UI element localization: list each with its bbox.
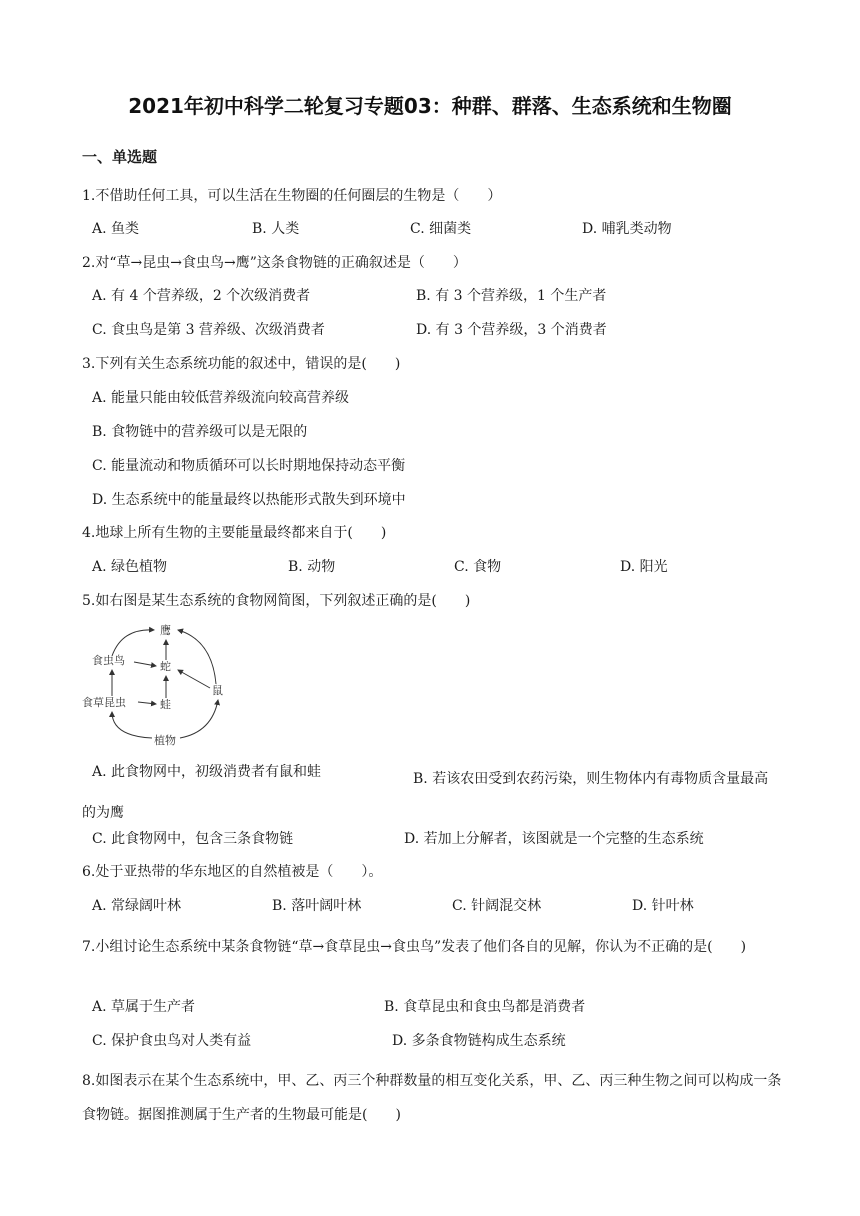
q2-option-c: C. 食虫鸟是第 3 营养级、次级消费者 [92,322,325,338]
arrow-bird-eagle [112,630,154,656]
question-3-stem: 3.下列有关生态系统功能的叙述中，错误的是( ) [82,356,401,372]
question-5-stem: 5.如右图是某生态系统的食物网简图，下列叙述正确的是( ) [82,593,471,609]
q6-option-a: A. 常绿阔叶林 [92,898,182,914]
q5-option-d: D. 若加上分解者，该图就是一个完整的生态系统 [404,831,704,847]
arrow-bird-snake [134,662,156,666]
node-mouse: 鼠 [212,684,223,697]
q7-option-c: C. 保护食虫鸟对人类有益 [92,1033,252,1049]
q7-option-d: D. 多条食物链构成生态系统 [392,1033,566,1049]
q6-option-c: C. 针阔混交林 [452,898,542,914]
q7-option-a: A. 草属于生产者 [92,999,196,1015]
arrow-insect-frog [138,702,156,704]
q3-option-a: A. 能量只能由较低营养级流向较高营养级 [92,390,350,406]
arrow-plant-insect [112,712,152,738]
q4-option-d: D. 阳光 [620,559,668,575]
question-4-stem: 4.地球上所有生物的主要能量最终都来自于( ) [82,525,387,541]
q2-option-a: A. 有 4 个营养级，2 个次级消费者 [92,288,311,304]
question-8-stem: 8.如图表示在某个生态系统中，甲、乙、丙三个种群数量的相互变化关系，甲、乙、丙三种生物之间可以构成一条食物链。据图推测属于生产者的生物最可能是( ) [82,1073,782,1123]
question-1-stem: 1.不借助任何工具，可以生活在生物圈的任何圈层的生物是（ ） [82,188,502,204]
arrow-plant-mouse [180,700,218,738]
q5-option-b: B. 若该农田受到农药污染，则生物体内有毒物质含量最高的为鹰 [82,771,769,821]
arrow-mouse-eagle [178,630,216,684]
q1-option-b: B. 人类 [252,221,300,237]
q4-option-b: B. 动物 [288,559,336,575]
q6-option-d: D. 针叶林 [632,898,694,914]
q1-option-c: C. 细菌类 [410,221,472,237]
node-snake: 蛇 [160,660,171,673]
q4-option-c: C. 食物 [454,559,502,575]
node-frog: 蛙 [160,698,171,711]
q1-option-a: A. 鱼类 [92,221,140,237]
node-herbivore-insect: 食草昆虫 [82,696,126,709]
arrow-mouse-snake [178,670,210,688]
page-title: 2021年初中科学二轮复习专题03：种群、群落、生态系统和生物圈 [128,94,732,118]
q7-option-b: B. 食草昆虫和食虫鸟都是消费者 [384,999,586,1015]
q5-option-c: C. 此食物网中，包含三条食物链 [92,831,294,847]
question-6-stem: 6.处于亚热带的华东地区的自然植被是（ ）。 [82,864,383,880]
q3-option-b: B. 食物链中的营养级可以是无限的 [92,424,308,440]
node-eagle: 鹰 [160,624,171,637]
section-heading: 一、单选题 [82,148,158,166]
question-7-stem: 7.小组讨论生态系统中某条食物链“草→食草昆虫→食虫鸟”发表了他们各自的见解，你认为不正确的是( ) [82,939,747,955]
q6-option-b: B. 落叶阔叶林 [272,898,362,914]
q1-option-d: D. 哺乳类动物 [582,221,672,237]
q4-option-a: A. 绿色植物 [92,559,168,575]
q3-option-d: D. 生态系统中的能量最终以热能形式散失到环境中 [92,492,406,508]
node-plant: 植物 [154,734,176,747]
food-web-diagram [82,620,242,750]
q2-option-b: B. 有 3 个营养级，1 个生产者 [416,288,607,304]
question-2-stem: 2.对“草→昆虫→食虫鸟→鹰”这条食物链的正确叙述是（ ） [82,255,467,271]
q5-option-a: A. 此食物网中，初级消费者有鼠和蛙 [92,764,322,780]
q2-option-d: D. 有 3 个营养级，3 个消费者 [416,322,607,338]
q3-option-c: C. 能量流动和物质循环可以长时期地保持动态平衡 [92,458,406,474]
node-insect-bird: 食虫鸟 [92,654,125,667]
